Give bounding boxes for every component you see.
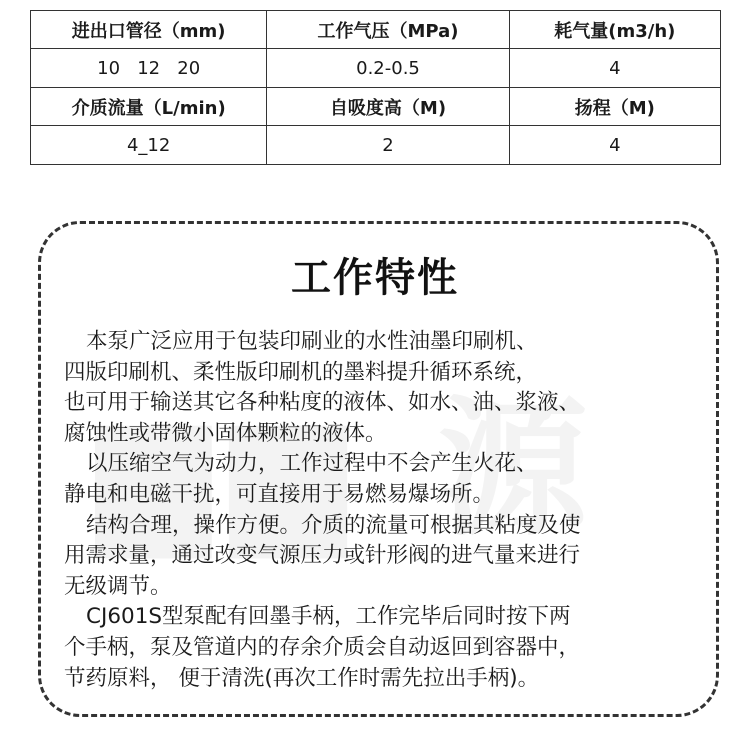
- spec-table: [30, 10, 721, 165]
- spec-header-working-pressure: 工作气压（MPa): [267, 11, 509, 49]
- spec-value-working-pressure: 0.2-0.5: [267, 49, 509, 88]
- features-line: 结构合理，操作方便。介质的流量可根据其粘度及使: [86, 512, 581, 538]
- spec-header-row: [31, 11, 721, 49]
- spec-header-head: 扬程（M): [509, 88, 720, 126]
- spec-value-suction-height: 2: [267, 126, 509, 165]
- spec-value-row: [31, 126, 721, 165]
- features-line: 四版印刷机、柔性版印刷机的墨料提升循环系统，: [64, 359, 538, 385]
- features-line: 静电和电磁干扰，可直接用于易燃易爆场所。: [64, 481, 495, 507]
- features-line: 用需求量，通过改变气源压力或针形阀的进气量来进行: [64, 543, 581, 569]
- spec-value-row: [31, 49, 721, 88]
- spec-value-air-consumption: 4: [509, 49, 720, 88]
- spec-header-flow-rate: 介质流量（L/min): [31, 88, 267, 126]
- spec-header-row: [31, 88, 721, 126]
- features-line: 本泵广泛应用于包装印刷业的水性油墨印刷机、: [86, 329, 538, 354]
- features-line: 个手柄，泵及管道内的存余介质会自动返回到容器中，: [64, 634, 581, 660]
- spec-header-pipe-diameter: 进出口管径（mm): [31, 11, 267, 49]
- spec-header-air-consumption: 耗气量(m3/h): [509, 11, 720, 49]
- features-line: 以压缩空气为动力，工作过程中不会产生火花、: [86, 451, 538, 477]
- features-line: 无级调节。: [64, 573, 172, 599]
- features-line: 腐蚀性或带微小固体颗粒的液体。: [64, 420, 387, 446]
- features-body: [64, 327, 704, 694]
- spec-value-flow-rate: 4_12: [31, 126, 267, 165]
- spec-value-head: 4: [509, 126, 720, 165]
- features-line: 也可用于输送其它各种粘度的液体、如水、油、浆液、: [64, 390, 581, 416]
- features-line: 节药原料， 便于清洗(再次工作时需先拉出手柄)。: [64, 665, 540, 691]
- features-title: 工作特性: [291, 255, 459, 301]
- spec-value-pipe-diameter: 10 12 20: [31, 49, 267, 88]
- features-line: CJ601S型泵配有回墨手柄，工作完毕后同时按下两: [86, 604, 571, 630]
- spec-header-suction-height: 自吸度高（M): [267, 88, 509, 126]
